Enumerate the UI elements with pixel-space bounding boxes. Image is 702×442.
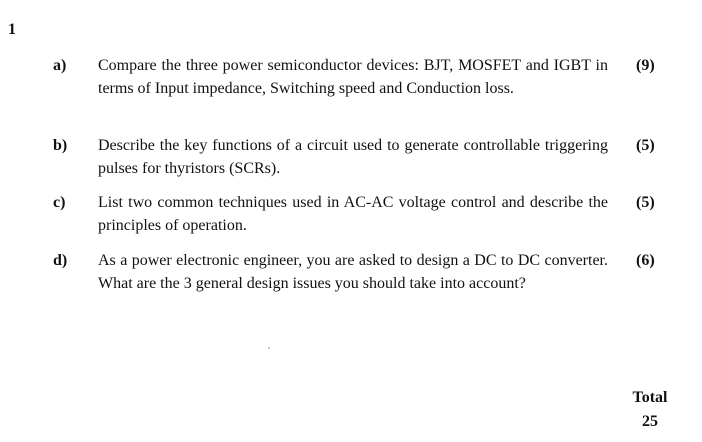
part-marks: (5) [636, 137, 655, 154]
part-text: Compare the three power semiconductor devices: BJT, MOSFET and IGBT in terms of Input impedance, Switching speed and Conduction loss. [98, 57, 608, 97]
total-label: Total [632, 389, 668, 406]
part-label: a) [53, 57, 67, 74]
part-text: As a power electronic engineer, you are asked to design a DC to DC converter. What are the 3 general design issues you should take into account? [98, 252, 608, 292]
total-marks [630, 386, 670, 434]
stray-mark [268, 347, 270, 349]
part-text: Describe the key functions of a circuit used to generate controllable triggering pulses for thyristors (SCRs). [98, 137, 608, 177]
part-marks: (6) [636, 252, 655, 269]
question-number: 1 [8, 21, 16, 38]
part-marks: (9) [636, 57, 655, 74]
part-label: c) [53, 194, 66, 211]
part-marks: (5) [636, 194, 655, 211]
part-label: b) [53, 137, 68, 154]
part-text: List two common techniques used in AC-AC voltage control and describe the principles of operation. [98, 194, 608, 234]
part-label: d) [53, 252, 68, 269]
total-value: 25 [642, 413, 658, 430]
